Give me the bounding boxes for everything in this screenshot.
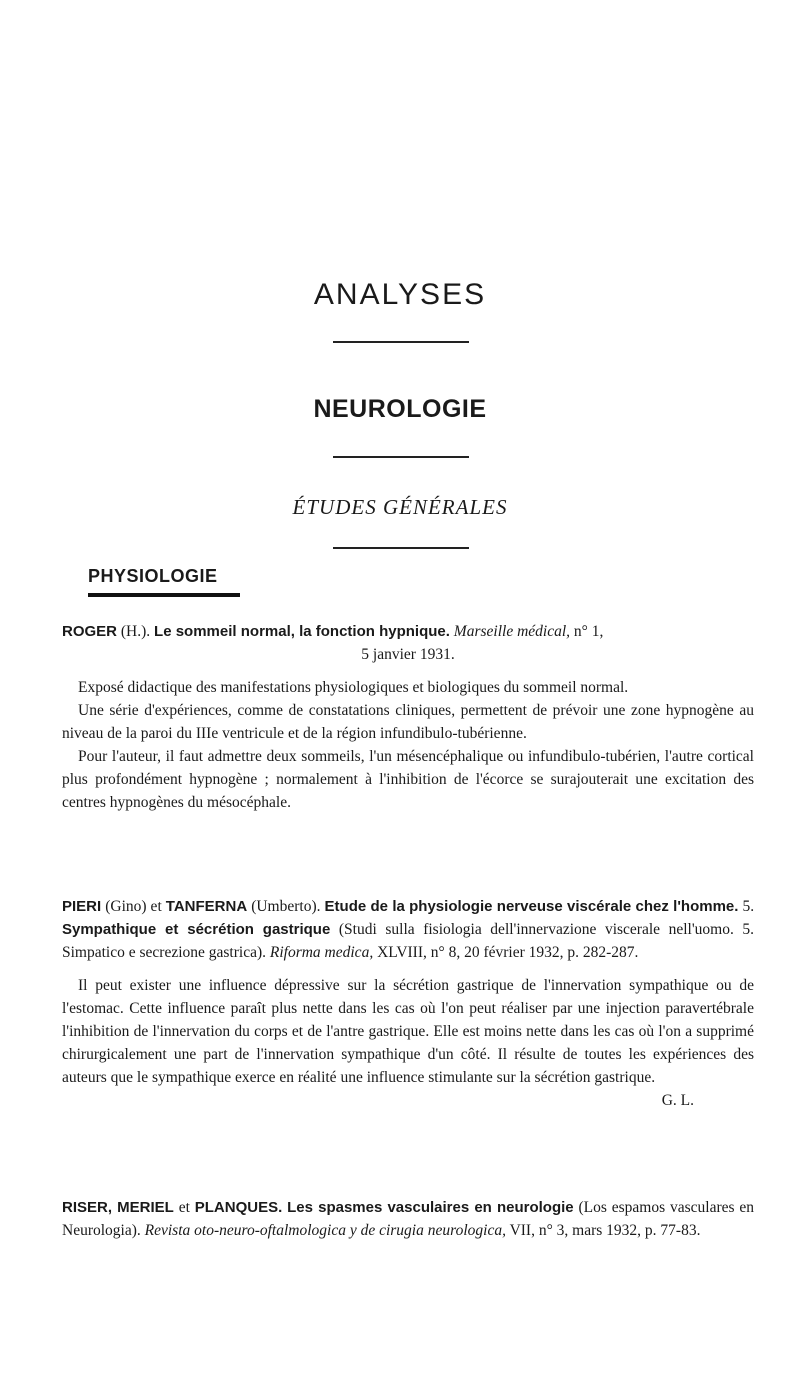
paragraph: Une série d'expériences, comme de constatations cliniques, permettent de prévoir une zone hypnogène au niveau de la paroi du IIIe ventricule et de la région infundibulo-tubérienne. xyxy=(62,702,754,742)
paragraph xyxy=(62,974,754,1109)
article-number: 5. xyxy=(742,898,755,915)
author-name: TANFERNA xyxy=(165,898,248,915)
article-title: Le sommeil normal, la fonction hypnique. xyxy=(154,623,450,640)
author-firstname: (Umberto). xyxy=(251,898,321,915)
divider-1 xyxy=(333,341,469,343)
divider-3 xyxy=(333,547,469,549)
author-join: et xyxy=(178,1199,190,1216)
entry-roger xyxy=(62,620,754,814)
article-title: Etude de la physiologie nerveuse viscérale chez l'homme. xyxy=(324,898,739,915)
author-name: RISER, MERIEL xyxy=(62,1199,174,1216)
entry-reference xyxy=(62,1196,754,1242)
journal-date: 5 janvier 1931. xyxy=(361,646,455,663)
journal-name: Riforma medica, xyxy=(269,944,374,961)
paragraph: Exposé didactique des manifestations physiologiques et biologiques du sommeil normal. xyxy=(78,679,629,696)
journal-issue: n° 1, xyxy=(573,623,604,640)
entry-pieri xyxy=(62,895,754,1112)
signature: G. L. xyxy=(661,1092,694,1109)
entry-reference xyxy=(62,895,754,964)
physiologie-underline xyxy=(88,593,240,597)
heading-etudes-generales: ÉTUDES GÉNÉRALES xyxy=(292,495,508,519)
entry-reference xyxy=(62,620,754,666)
article-subtitle: Sympathique et sécrétion gastrique xyxy=(62,921,331,938)
paragraph-text: Il peut exister une influence dépressive sur la sécrétion gastrique de l'innervation sympathique ou de l'estomac. Cette influence paraît plus nette dans les cas où l'on peut réaliser par une injection paravertébrale l'inhibition de l'innervation du corps et de l'antre gastrique. Elle est moins nette dans les cas où l'on a supprimé chirurgicalement une part de l'innervation sympathique d'un côté. Il résulte de toutes les expériences des auteurs que le sympathique exerce en réalité une influence stimulante sur la sécrétion gastrique. xyxy=(62,977,754,1086)
divider-2 xyxy=(333,456,469,458)
author-name: ROGER xyxy=(62,623,118,640)
author-name: PIERI xyxy=(62,898,102,915)
original-title: (Studi sulla fisiologia dell'innervazione viscerale nell'uomo. 5. Simpatico e secrezione gastrica). xyxy=(62,921,755,961)
heading-neurologie: NEUROLOGIE xyxy=(313,395,487,423)
author-firstname: (Gino) et xyxy=(105,898,162,915)
journal-issue: VII, n° 3, mars 1932, p. 77-83. xyxy=(509,1222,701,1239)
journal-issue: XLVIII, n° 8, 20 février 1932, p. 282-287. xyxy=(377,944,639,961)
heading-analyses: ANALYSES xyxy=(313,278,487,311)
paragraph: Pour l'auteur, il faut admettre deux sommeils, l'un mésencéphalique ou infundibulo-tubérien, l'autre cortical plus profondément hypnogène ; normalement à l'inhibition de l'écorce se surajouterait une excitation des centres hypnogènes du mésocéphale. xyxy=(62,748,754,811)
entry-riser xyxy=(62,1196,754,1242)
original-title: (Los espamos vasculares en Neurologia). xyxy=(62,1199,755,1239)
journal-name: Marseille médical, xyxy=(453,623,571,640)
heading-physiologie: PHYSIOLOGIE xyxy=(88,566,218,586)
author-initials: (H.). xyxy=(120,623,151,640)
article-title: Les spasmes vasculaires en neurologie xyxy=(287,1199,574,1216)
journal-name: Revista oto-neuro-oftalmologica y de cirugia neurologica, xyxy=(144,1222,506,1239)
author-name: PLANQUES. xyxy=(194,1199,283,1216)
